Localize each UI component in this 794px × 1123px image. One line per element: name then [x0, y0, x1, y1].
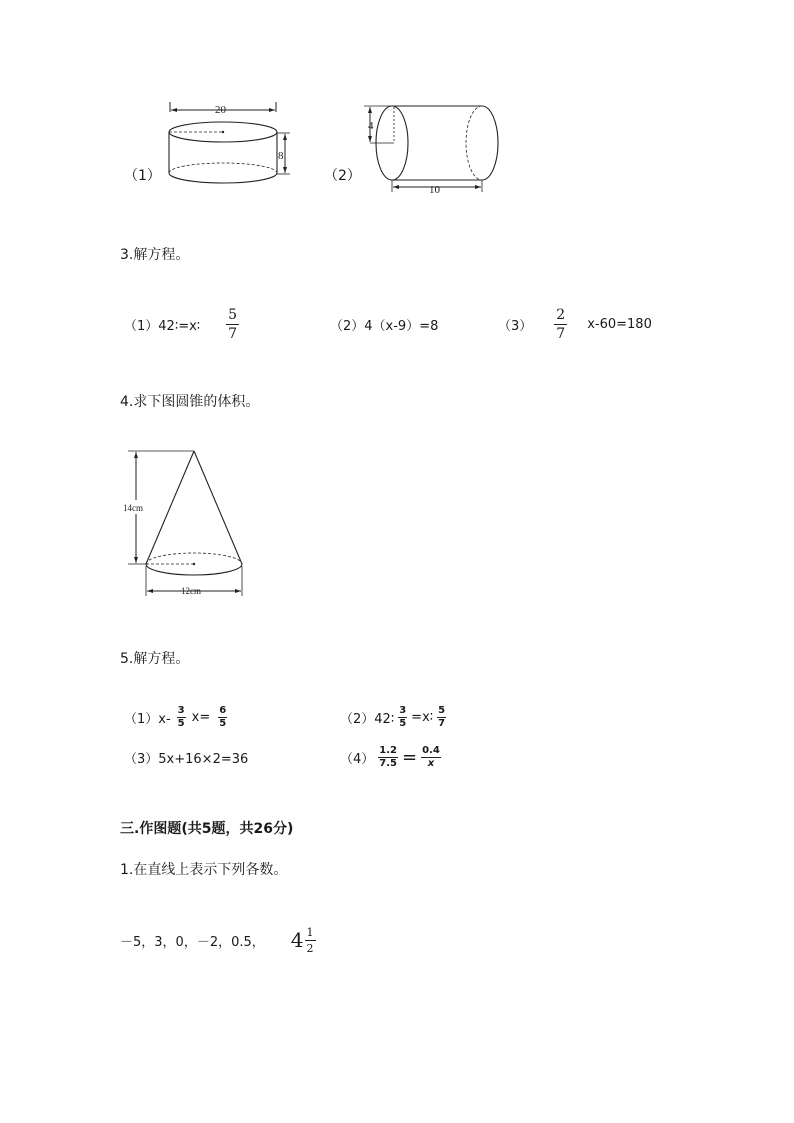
- cone-height-label: 14cm: [123, 503, 143, 513]
- section-3-q1-title: 1.在直线上表示下列各数。: [120, 862, 288, 878]
- cylinder-figure-1: [160, 98, 300, 190]
- q5-title: 5.解方程。: [120, 651, 190, 667]
- q3-problem-2: （2）4（x-9）=8: [330, 318, 439, 334]
- fraction-numerator: 3: [399, 704, 407, 716]
- q3-title: 3.解方程。: [120, 247, 190, 263]
- mixed-number: [291, 927, 316, 954]
- fraction-numerator: 5: [228, 306, 238, 323]
- q5-problem-3: （3）5x+16×2=36: [124, 752, 249, 767]
- figure-1-label: （1）: [124, 168, 161, 184]
- q5-p2-fraction-b: [437, 706, 446, 729]
- fraction-numerator: 0.4: [422, 744, 440, 756]
- equals-sign: =: [402, 746, 418, 768]
- cone-base-label: 12cm: [181, 586, 201, 596]
- cylinder-figure-2: [360, 98, 510, 198]
- fraction-numerator: 1.2: [379, 744, 397, 756]
- q5-p2-mid: =x∶: [411, 709, 434, 725]
- fraction-denominator: 7: [556, 325, 566, 342]
- q5-p1-fraction-a: [177, 706, 186, 729]
- fraction-numerator: 5: [438, 704, 446, 716]
- q3-p3-text: x-60=180: [587, 316, 652, 332]
- mixed-number-whole: 4: [290, 928, 304, 952]
- section-3-heading: 三.作图题(共5题，共26分): [120, 821, 294, 837]
- q5-p2-fraction-a: [398, 706, 407, 729]
- q5-p4-label: （4）: [340, 751, 375, 767]
- fraction-denominator: x: [427, 757, 435, 769]
- q5-p4-fraction-b: [421, 746, 441, 769]
- q4-title: 4.求下图圆锥的体积。: [120, 394, 260, 410]
- dim-bottom-10: 10: [429, 184, 440, 196]
- fraction-denominator: 7: [438, 717, 446, 729]
- q3-p1-fraction: [226, 308, 239, 341]
- fraction-denominator: 5: [177, 717, 185, 729]
- fraction-denominator: 7: [228, 325, 238, 342]
- number-list: [120, 922, 316, 958]
- fraction-denominator: 2: [306, 941, 314, 955]
- q3-problem-1: [124, 306, 239, 342]
- dim-top-20: 20: [215, 104, 226, 116]
- fraction-numerator: 2: [556, 306, 566, 323]
- q5-problem-1: [124, 702, 227, 732]
- q5-p2-text: （2）42∶: [340, 711, 395, 727]
- fraction-denominator: 5: [219, 717, 227, 729]
- q3-problem-3: [498, 306, 652, 342]
- q3-p3-fraction: [554, 308, 567, 341]
- q3-p1-text: （1）42∶=x∶: [124, 318, 201, 334]
- fraction-numerator: 3: [177, 704, 185, 716]
- q5-problem-4: [340, 740, 441, 774]
- fraction-denominator: 5: [399, 717, 407, 729]
- q5-p1-mid: x=: [191, 709, 211, 725]
- mixed-number-fraction: [305, 927, 316, 954]
- q3-p3-label: （3）: [498, 318, 533, 334]
- figure-2-label: （2）: [324, 168, 361, 184]
- q5-p4-fraction-a: [378, 746, 398, 769]
- number-list-text: －5，3，0，－2，0.5，: [120, 934, 265, 950]
- q5-p1-text: （1）x-: [124, 711, 171, 727]
- q5-p1-fraction-b: [218, 706, 227, 729]
- cone-figure: [118, 442, 258, 602]
- fraction-denominator: 7.5: [379, 757, 397, 769]
- q5-problem-2: [340, 702, 446, 732]
- dim-left-4: 4: [368, 120, 374, 132]
- dim-side-8: 8: [278, 150, 284, 162]
- fraction-numerator: 6: [219, 704, 227, 716]
- fraction-numerator: 1: [306, 925, 314, 939]
